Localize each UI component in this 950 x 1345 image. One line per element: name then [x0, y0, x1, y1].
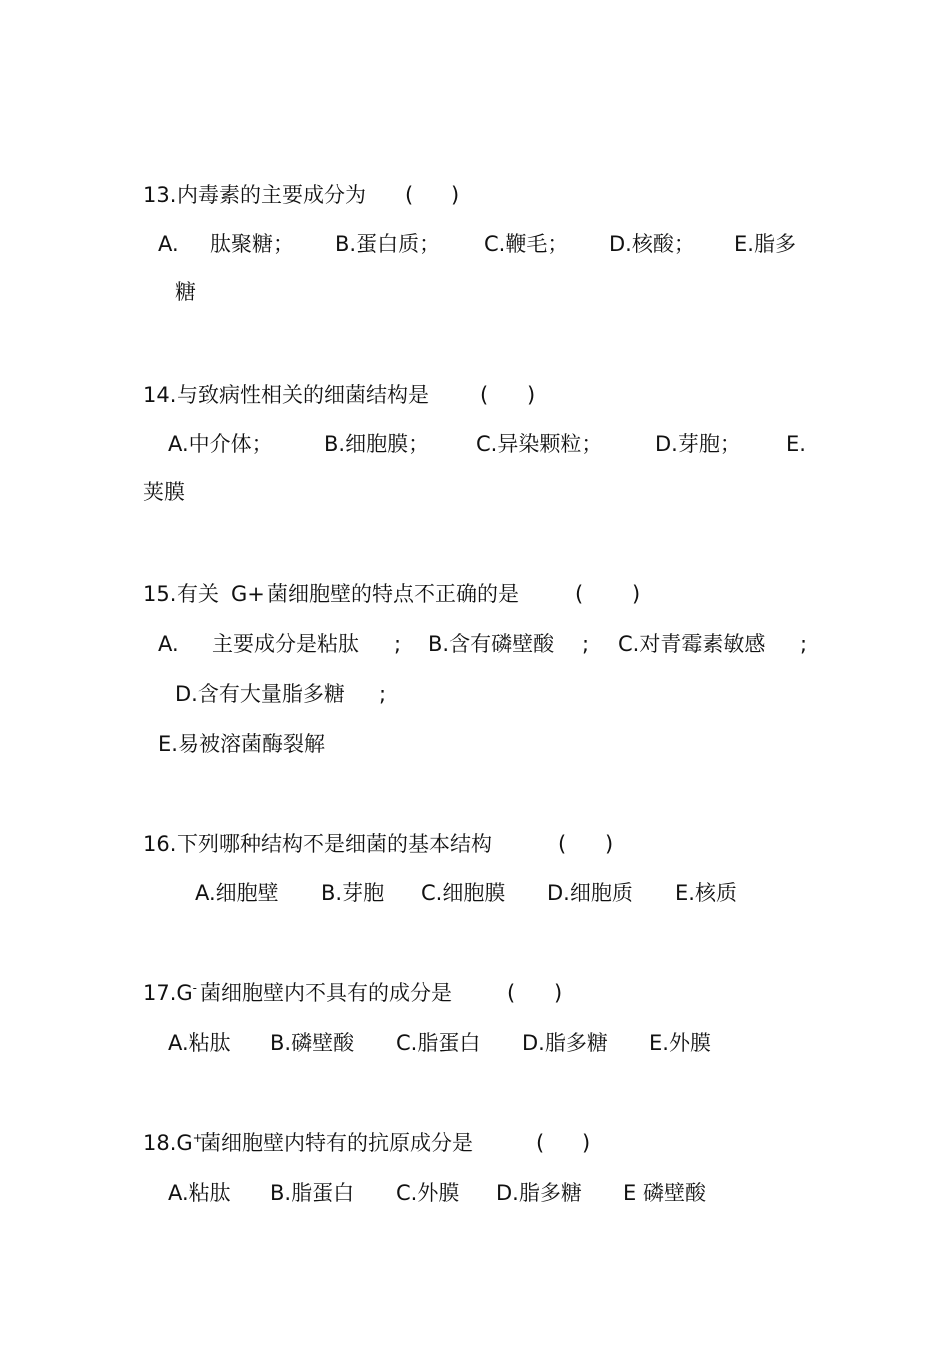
option-b: B.芽胞	[321, 881, 385, 905]
answer-paren-close: )	[582, 1131, 591, 1155]
question-text: 菌细胞壁的特点不正确的是	[267, 582, 519, 606]
answer-paren-open: (	[558, 832, 567, 856]
option-d: D.脂多糖	[522, 1031, 608, 1055]
question-number	[143, 1129, 203, 1157]
option-a: A.细胞壁	[195, 881, 279, 905]
option-d: D.芽胞；	[655, 432, 741, 456]
question-text: 下列哪种结构不是细菌的基本结构	[177, 832, 492, 856]
gram-sign: -	[192, 981, 198, 995]
question-number: 14.	[143, 383, 177, 407]
answer-paren-close: )	[632, 582, 641, 606]
option-a: A.中介体；	[168, 432, 273, 456]
answer-paren-open: (	[480, 383, 489, 407]
question-text: 菌细胞壁内特有的抗原成分是	[200, 1131, 473, 1155]
option-d: D.含有大量脂多糖	[175, 682, 345, 706]
question-number-text: 18.G	[143, 1131, 193, 1155]
option-c: C.外膜	[396, 1181, 460, 1205]
option-separator: ;	[394, 632, 402, 656]
option-e: E.外膜	[649, 1031, 711, 1055]
option-c: C.脂蛋白	[396, 1031, 481, 1055]
option-c: C.鞭毛；	[484, 232, 569, 256]
question-text: 内毒素的主要成分为	[177, 183, 366, 207]
answer-paren-open: (	[575, 582, 584, 606]
option-separator: ;	[800, 632, 808, 656]
option-c: C.对青霉素敏感	[618, 632, 766, 656]
question-text-prefix: 有关	[177, 582, 219, 606]
option-b: B.脂蛋白	[270, 1181, 355, 1205]
option-b: B.磷壁酸	[270, 1031, 355, 1055]
option-d: D.脂多糖	[496, 1181, 582, 1205]
answer-paren-open: (	[507, 981, 516, 1005]
option-a-letter: A.	[158, 232, 179, 256]
option-c: C.细胞膜	[421, 881, 506, 905]
option-a: A.粘肽	[168, 1031, 231, 1055]
option-b: B.含有磷壁酸	[428, 632, 555, 656]
option-e: E.核质	[675, 881, 737, 905]
gram-positive-label: G+	[231, 582, 265, 606]
answer-paren-open: (	[405, 183, 414, 207]
option-e: E.脂多	[734, 232, 796, 256]
option-a: A.粘肽	[168, 1181, 231, 1205]
gram-sign: +	[192, 1131, 203, 1145]
question-number: 16.	[143, 832, 177, 856]
option-b: B.细胞膜；	[324, 432, 430, 456]
option-e-continued: 糖	[175, 280, 196, 304]
option-e: E 磷壁酸	[623, 1181, 706, 1205]
option-d: D.核酸；	[609, 232, 695, 256]
option-a: 肽聚糖；	[210, 232, 294, 256]
answer-paren-close: )	[451, 183, 460, 207]
question-number: 15.	[143, 582, 177, 606]
option-e: E.易被溶菌酶裂解	[158, 732, 325, 756]
question-number: 13.	[143, 183, 177, 207]
option-separator: ;	[582, 632, 590, 656]
question-number-text: 17.G	[143, 981, 193, 1005]
question-text: 与致病性相关的细菌结构是	[177, 383, 429, 407]
option-b: B.蛋白质；	[335, 232, 441, 256]
option-d: D.细胞质	[547, 881, 633, 905]
option-e: E.	[786, 432, 806, 456]
question-number	[143, 979, 197, 1007]
option-separator: ;	[379, 682, 387, 706]
answer-paren-open: (	[536, 1131, 545, 1155]
option-c: C.异染颗粒；	[476, 432, 603, 456]
answer-paren-close: )	[554, 981, 563, 1005]
answer-paren-close: )	[605, 832, 614, 856]
question-text: 菌细胞壁内不具有的成分是	[200, 981, 452, 1005]
answer-paren-close: )	[527, 383, 536, 407]
option-e-continued: 荚膜	[143, 480, 185, 504]
option-a-letter: A.	[158, 632, 179, 656]
option-a: 主要成分是粘肽	[212, 632, 359, 656]
